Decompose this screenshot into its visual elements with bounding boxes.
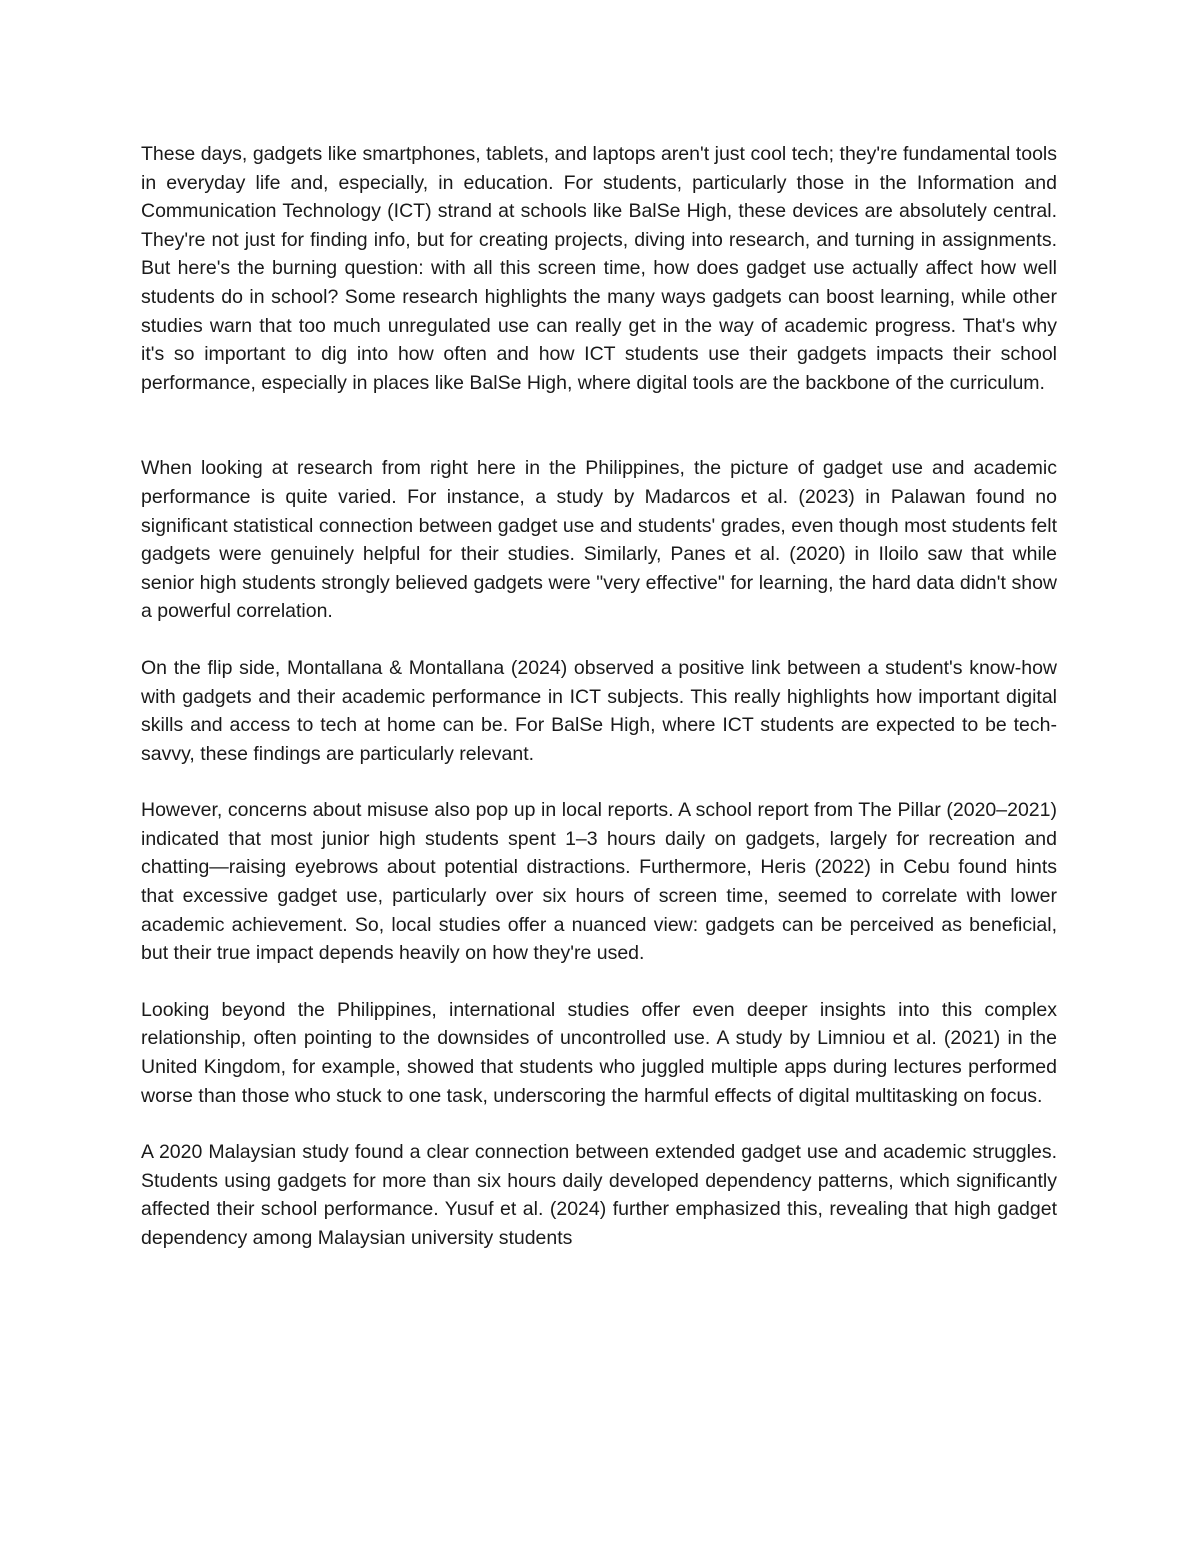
paragraph-misuse-concerns: However, concerns about misuse also pop up in local reports. A school report from The Pillar (2020–2021) indicated that most junior high students spent 1–3 hours daily on gadgets, largely for recreation and chatting—raising eyebrows about potential distractions. Furthermore, Heris (2022) in Cebu found hints that excessive gadget use, particularly over six hours of screen time, seemed to correlate with lower academic achievement. So, local studies offer a nuanced view: gadgets can be perceived as beneficial, but their true impact depends heavily on how they're used. [141, 799, 1057, 965]
document-body [141, 140, 1057, 1253]
paragraph-international-studies: Looking beyond the Philippines, international studies offer even deeper insights into this complex relationship, often pointing to the downsides of uncontrolled use. A study by Limniou et al. (2021) in the United Kingdom, for example, showed that students who juggled multiple apps during lectures performed worse than those who stuck to one task, underscoring the harmful effects of digital multitasking on focus. [141, 998, 1057, 1107]
paragraph-positive-link: On the flip side, Montallana & Montallana (2024) observed a positive link between a student's know-how with gadgets and their academic performance in ICT subjects. This really highlights how important digital skills and access to tech at home can be. For BalSe High, where ICT students are expected to be tech-savvy, these findings are particularly relevant. [141, 656, 1057, 765]
paragraph-malaysian-study: A 2020 Malaysian study found a clear connection between extended gadget use and academic struggles. Students using gadgets for more than six hours daily developed dependency patterns, which significantly affected their school performance. Yusuf et al. (2024) further emphasized this, revealing that high gadget dependency among Malaysian university students [141, 1141, 1057, 1249]
paragraph-intro: These days, gadgets like smartphones, tablets, and laptops aren't just cool tech; they're fundamental tools in everyday life and, especially, in education. For students, particularly those in the Information and Communication Technology (ICT) strand at schools like BalSe High, these devices are absolutely central. They're not just for finding info, but for creating projects, diving into research, and turning in assignments. But here's the burning question: with all this screen time, how does gadget use actually affect how well students do in school? Some research highlights the many ways gadgets can boost learning, while other studies warn that too much unregulated use can really get in the way of academic progress. That's why it's so important to dig into how often and how ICT students use their gadgets impacts their school performance, especially in places like BalSe High, where digital tools are the backbone of the curriculum. [141, 143, 1057, 394]
paragraph-philippine-research: When looking at research from right here in the Philippines, the picture of gadget use and academic performance is quite varied. For instance, a study by Madarcos et al. (2023) in Palawan found no significant statistical connection between gadget use and students' grades, even though most students felt gadgets were genuinely helpful for their studies. Similarly, Panes et al. (2020) in Iloilo saw that while senior high students strongly believed gadgets were "very effective" for learning, the hard data didn't show a powerful correlation. [141, 457, 1057, 623]
